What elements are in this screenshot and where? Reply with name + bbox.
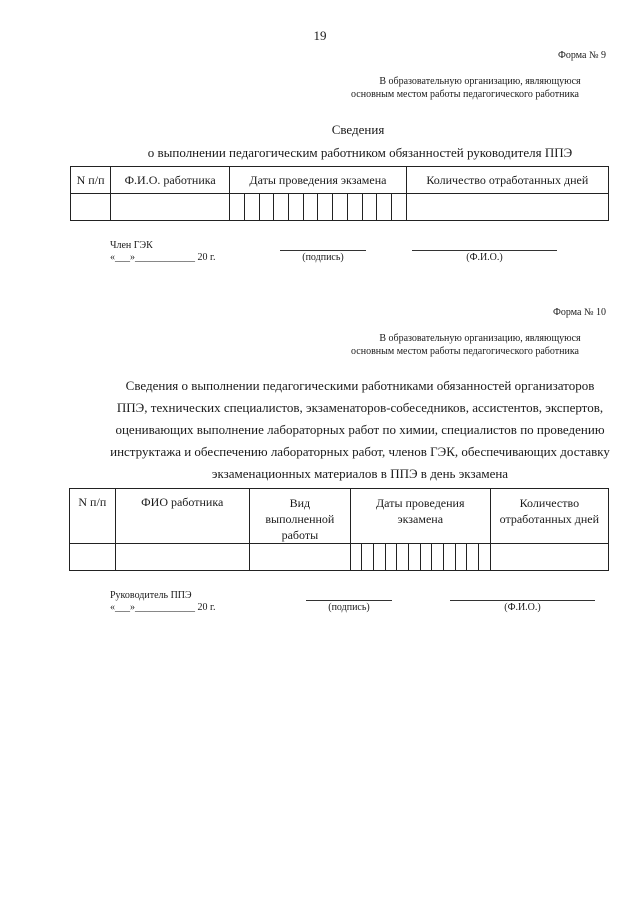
form9-signature-line <box>280 250 366 251</box>
form9-col-fio: Ф.И.О. работника <box>111 167 230 194</box>
form9-col-dates: Даты проведения экзамена <box>230 167 406 194</box>
form9-cell-number[interactable] <box>71 194 111 221</box>
form9-date-cell[interactable] <box>391 194 406 221</box>
form10-cell-number[interactable] <box>70 544 116 571</box>
form10-date-cell[interactable] <box>397 544 409 571</box>
form10-fio-line <box>450 600 595 601</box>
form10-date-cell[interactable] <box>467 544 479 571</box>
form10-date-cell[interactable] <box>409 544 421 571</box>
form9-cell-days[interactable] <box>406 194 608 221</box>
form10-date-cell[interactable] <box>350 544 362 571</box>
form9-cell-fio[interactable] <box>111 194 230 221</box>
form9-fio-line <box>412 250 557 251</box>
form9-date-cell[interactable] <box>230 194 245 221</box>
form9-date-cell[interactable] <box>303 194 318 221</box>
form10-sign-caption: (подпись) <box>328 602 370 613</box>
form9-date-cell[interactable] <box>289 194 304 221</box>
form10-date-line: «___»____________ 20 г. <box>110 602 216 613</box>
form9-addressee-line1: В образовательную организацию, являющуюся <box>379 76 581 87</box>
form9-addressee-line2: основным местом работы педагогического работника <box>351 89 579 100</box>
form9-sign-caption: (подпись) <box>302 252 344 263</box>
form9-date-cell[interactable] <box>318 194 333 221</box>
form9-date-cell[interactable] <box>274 194 289 221</box>
form10-date-cell[interactable] <box>374 544 386 571</box>
form9-title-line1: Сведения <box>331 122 385 137</box>
form9-fio-caption: (Ф.И.О.) <box>466 252 503 263</box>
form10-col-days: Количество отработанных дней <box>490 489 608 544</box>
form9-date-cell[interactable] <box>362 194 377 221</box>
form10-signature-line <box>306 600 392 601</box>
form10-title-line: экзаменационных материалов в ППЭ в день экзамена <box>211 466 509 481</box>
form10-date-cell[interactable] <box>432 544 444 571</box>
form10-date-cell[interactable] <box>478 544 490 571</box>
form10-date-cell[interactable] <box>385 544 397 571</box>
form9-date-cell[interactable] <box>377 194 392 221</box>
form10-col-work-type: Вид выполненной работы <box>249 489 350 544</box>
form10-title-line: инструктажа и обеспечению лабораторных работ, членов ГЭК, обеспечивающих доставку <box>110 444 610 459</box>
form9-date-cell[interactable] <box>259 194 274 221</box>
form10-table-row <box>70 544 609 571</box>
form9-date-line: «___»____________ 20 г. <box>110 252 216 263</box>
form10-title-line: Сведения о выполнении педагогическими работниками обязанностей организаторов <box>125 378 595 393</box>
form10-col-number: N п/п <box>70 489 116 544</box>
form9-date-cell[interactable] <box>333 194 348 221</box>
form10-label: Форма № 10 <box>553 307 606 318</box>
form9-signer-role: Член ГЭК <box>110 240 153 251</box>
form10-cell-fio[interactable] <box>115 544 249 571</box>
form9-col-number: N п/п <box>71 167 111 194</box>
form10-date-cell[interactable] <box>362 544 374 571</box>
form9-title-line2: о выполнении педагогическим работником обязанностей руководителя ППЭ <box>147 145 573 160</box>
form10-table <box>69 488 609 571</box>
form9-date-cell[interactable] <box>244 194 259 221</box>
form10-addressee-line1: В образовательную организацию, являющуюся <box>379 333 581 344</box>
form9-date-cell[interactable] <box>347 194 362 221</box>
form10-col-dates: Даты проведения экзамена <box>350 489 490 544</box>
form10-title-line: ППЭ, технических специалистов, экзаменаторов-собеседников, ассистентов, экспертов, <box>116 400 604 415</box>
form10-cell-days[interactable] <box>490 544 608 571</box>
form9-col-days: Количество отработанных дней <box>406 167 608 194</box>
form9-table <box>70 166 609 221</box>
form10-title-line: оценивающих выполнение лабораторных работ по химии, специалистов по проведению <box>115 422 605 437</box>
form9-table-row <box>71 194 609 221</box>
form10-date-cell[interactable] <box>420 544 432 571</box>
form10-date-cell[interactable] <box>443 544 455 571</box>
form10-signer-role: Руководитель ППЭ <box>110 590 192 601</box>
form10-col-fio: ФИО работника <box>115 489 249 544</box>
form10-title <box>80 375 640 485</box>
page-number: 19 <box>313 28 327 43</box>
form10-cell-work-type[interactable] <box>249 544 350 571</box>
form9-label: Форма № 9 <box>558 50 606 61</box>
form10-date-cell[interactable] <box>455 544 467 571</box>
form10-addressee-line2: основным местом работы педагогического работника <box>351 346 579 357</box>
form10-fio-caption: (Ф.И.О.) <box>504 602 541 613</box>
